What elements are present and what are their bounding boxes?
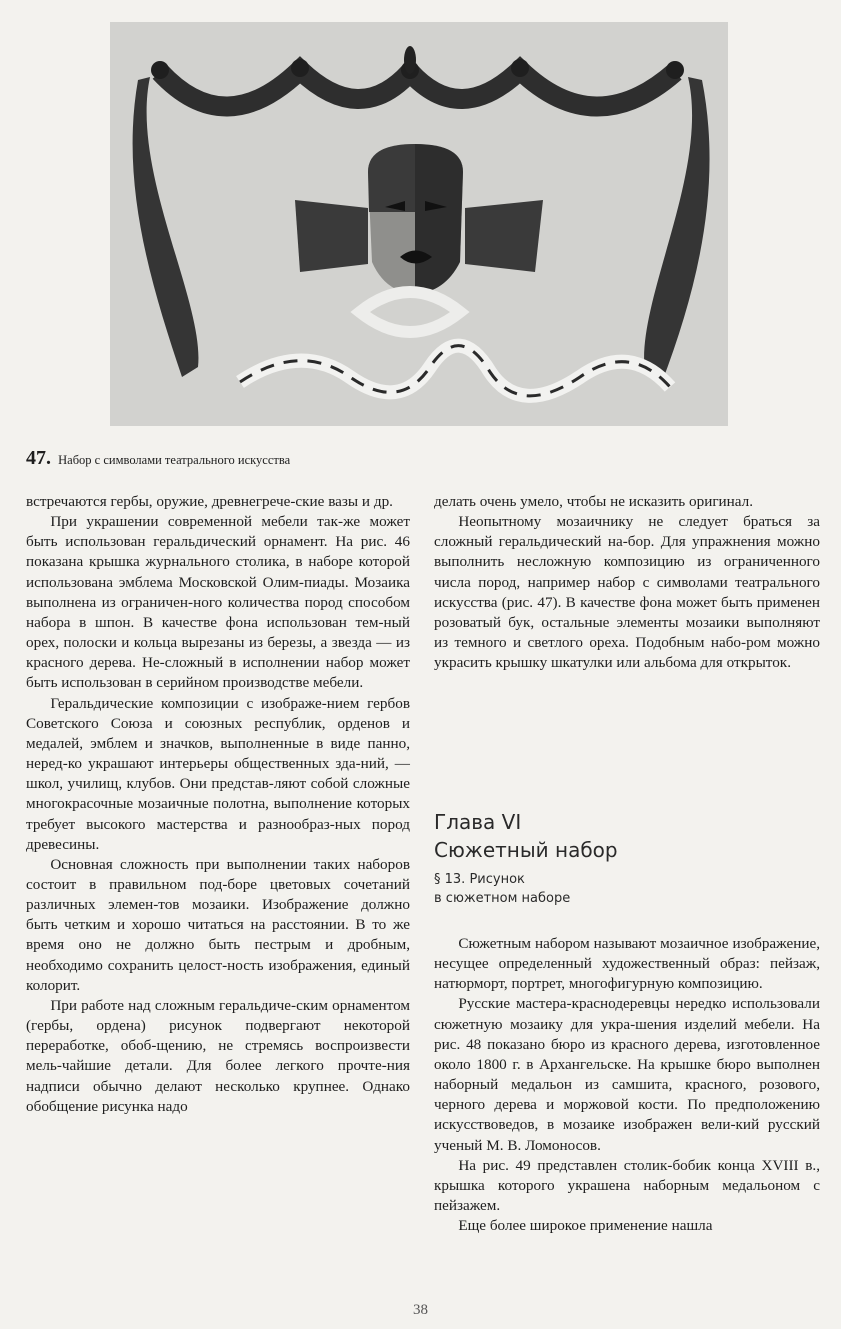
paragraph: Геральдические композиции с изображе-нием гербов Советского Союза и союзных республик, орденов и медалей, эмблем и значков, выполненные в виде панно, неред-ко украшают интерьеры общественных зда-ний, — школ, училищ, клубов. Они представ-ляют собой сложные многокрасочные мозаичные полотна, выполнение которых требует высокого мастерства и разнообраз-ных пород древесины. [26,694,410,853]
paragraph: Русские мастера-краснодеревцы нередко использовали сюжетную мозаику для укра-шения изделий мебели. На рис. 48 показано бюро из красного дерева, изготовленное около 1800 г. в Архангельске. На крышке бюро выполнен наборный медальон из самшита, красного, розового, черного дерева и моржовой кости. По предположению искусствоведов, в мозаике изображен вели-кий русский ученый М. В. Ломоносов. [434,995,820,1154]
figure-caption-text: Набор с символами театрального искусства [58,453,291,467]
paragraph: Еще более широкое применение нашла [458,1217,713,1235]
paragraph: Неопытному мозаичнику не следует браться за сложный геральдический на-бор. Для упражнения можно выполнить несложную композицию из ограниченного числа пород, например набор с символами театрального искусства (рис. 47). В качестве фона может быть применен розоватый бук, остальные элементы мозаики выполняют из темного и светлого ореха. Подобным набо-ром можно украсить крышку шкатулки или альбома для открыток. [434,513,820,672]
paragraph: При работе над сложным геральдиче-ским орнаментом (гербы, ордена) рисунок подвергают некоторой переработке, обоб-щению, не стремясь воспроизвести мель-чайшие детали. Для более легкого прочте-ния надписи обычно делают несколько крупнее. Однако обобщение рисунка надо [26,996,410,1115]
paragraph: При украшении современной мебели так-же может быть использован геральдический орнамент. На рис. 46 показана крышка журнального столика, в наборе которой использована эмблема Московской Олим-пиады. Мозаика выполнена из ограничен-ного количества пород способом набора в шпон. В качестве фона использован тем-ный орех, полоски и кольца вырезаны из березы, а звезда — из красного дерева. Не-сложный в исполнении набор может быть использован в серийном производстве мебели. [26,513,410,692]
section-heading [434,870,570,908]
paragraph: Сюжетным набором называют мозаичное изображение, несущее определенный художественный образ: пейзаж, натюрморт, портрет, многофигурную композицию. [434,935,820,993]
chapter-title: Сюжетный набор [434,838,618,862]
right-text-column [434,492,820,673]
right-text-column-lower [434,934,820,1236]
figure-caption [26,448,726,470]
figure-number: 47. [26,447,51,469]
section-number: § 13. Рисунок [434,872,525,887]
section-title: в сюжетном наборе [434,891,571,906]
chapter-label: Глава VI [434,810,522,834]
left-text-column [26,492,410,1117]
chapter-heading [434,808,618,864]
paragraph: На рис. 49 представлен столик-бобик конца XVIII в., крышка которого украшена наборным медальоном с пейзажем. [434,1156,820,1215]
figure-47-photo [110,22,728,426]
page-number: 38 [413,1302,428,1318]
paragraph: встречаются гербы, оружие, древнегрече-ские вазы и др. [26,493,393,510]
paragraph: Основная сложность при выполнении таких наборов состоит в правильном под-боре цветовых сочетаний различных элемен-тов мозаики. Изображение должно быть четким и хорошо читаться на расстоянии. В то же время оно не должно быть пестрым и дробным, необходимо сохранить целост-ность изображения, единый колорит. [26,855,410,994]
theatre-mask-mosaic-image [110,22,728,426]
paragraph: делать очень умело, чтобы не исказить оригинал. [434,493,754,510]
